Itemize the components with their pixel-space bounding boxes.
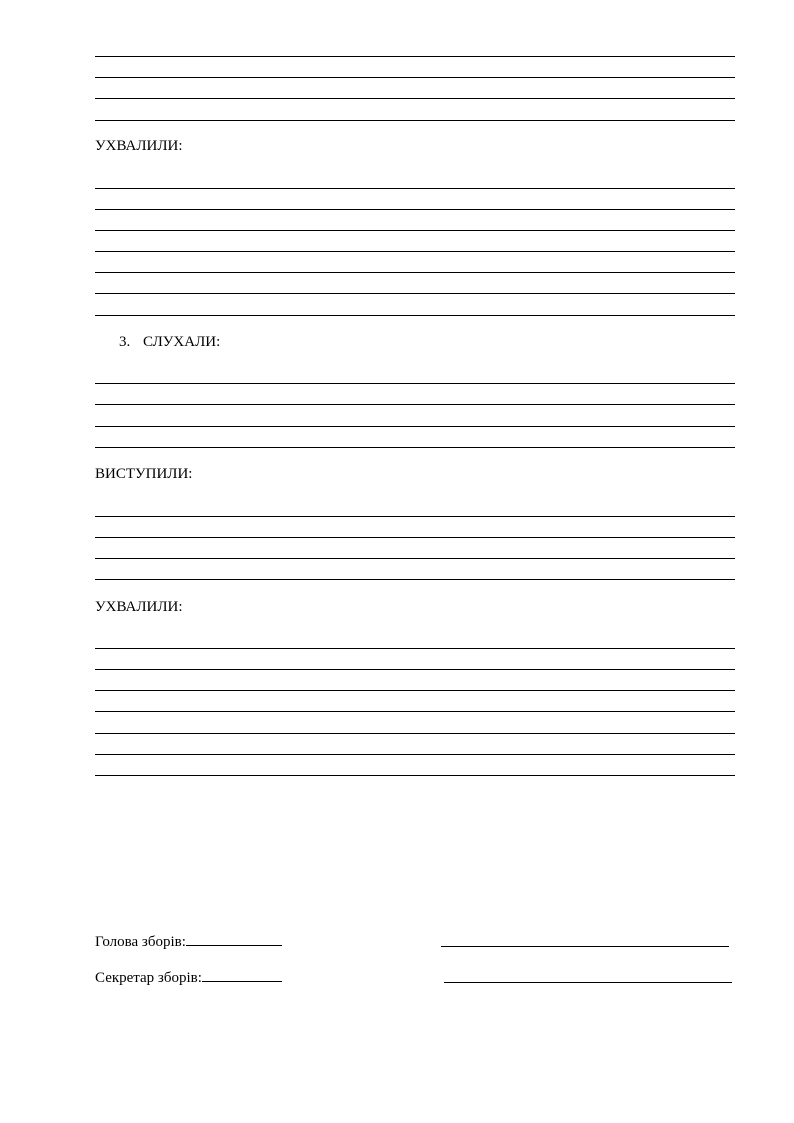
blank-line bbox=[95, 230, 735, 231]
blank-line bbox=[95, 426, 735, 427]
blank-line bbox=[95, 690, 735, 691]
blank-line bbox=[95, 775, 735, 776]
blank-line bbox=[95, 404, 735, 405]
spoke-heading: ВИСТУПИЛИ: bbox=[95, 466, 193, 482]
blank-line bbox=[95, 447, 735, 448]
heard-heading: СЛУХАЛИ: bbox=[143, 334, 221, 350]
chair-label: Голова зборів: bbox=[95, 934, 186, 950]
secretary-signature-line bbox=[444, 982, 732, 983]
approved-heading: УХВАЛИЛИ: bbox=[95, 138, 183, 154]
blank-line bbox=[95, 648, 735, 649]
blank-line bbox=[95, 188, 735, 189]
blank-line bbox=[95, 383, 735, 384]
item-number: 3. bbox=[119, 334, 131, 350]
secretary-name-blank bbox=[202, 967, 282, 982]
chair-signature-row bbox=[95, 931, 282, 951]
blank-line bbox=[95, 209, 735, 210]
chair-name-blank bbox=[186, 931, 282, 946]
blank-line bbox=[95, 251, 735, 252]
secretary-label: Секретар зборів: bbox=[95, 970, 202, 986]
approved-heading: УХВАЛИЛИ: bbox=[95, 599, 183, 615]
chair-signature-line bbox=[441, 946, 729, 947]
blank-line bbox=[95, 98, 735, 99]
blank-line bbox=[95, 558, 735, 559]
blank-line bbox=[95, 56, 735, 57]
blank-line bbox=[95, 754, 735, 755]
blank-line bbox=[95, 516, 735, 517]
blank-line bbox=[95, 711, 735, 712]
secretary-signature-row bbox=[95, 967, 282, 987]
blank-line bbox=[95, 315, 735, 316]
blank-line bbox=[95, 733, 735, 734]
blank-line bbox=[95, 537, 735, 538]
blank-line bbox=[95, 272, 735, 273]
blank-line bbox=[95, 669, 735, 670]
blank-line bbox=[95, 77, 735, 78]
blank-line bbox=[95, 579, 735, 580]
blank-line bbox=[95, 293, 735, 294]
blank-line bbox=[95, 120, 735, 121]
